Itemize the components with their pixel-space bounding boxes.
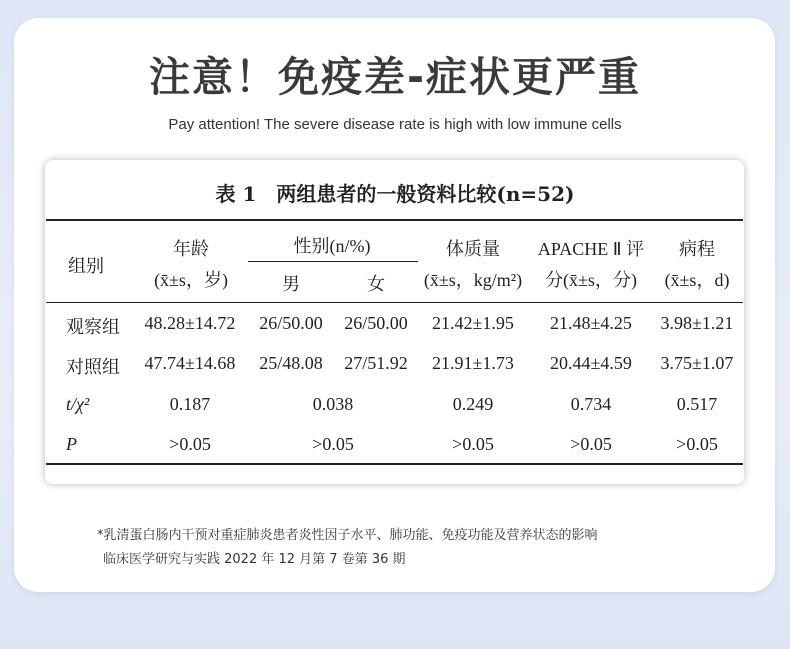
- table-cell: 27/51.92: [344, 353, 408, 373]
- table-cell: 0.187: [169, 394, 211, 414]
- header-age-unit: (x̄±s，岁): [154, 270, 228, 290]
- header-course: 病程: [679, 239, 715, 259]
- header-course-unit: (x̄±s，d): [664, 270, 730, 290]
- table-cell: 21.91±1.73: [432, 353, 514, 373]
- header-weight: 体质量: [446, 239, 500, 259]
- table-cell: >0.05: [312, 434, 354, 454]
- table-cell: 47.74±14.68: [144, 353, 236, 373]
- table-cell: 20.44±4.59: [550, 353, 632, 373]
- header-weight-unit: (x̄±s，kg/m²): [423, 270, 523, 290]
- table-header-rule: [46, 302, 743, 303]
- footnote-source-title: *乳清蛋白肠内干预对重症肺炎患者炎性因子水平、肺功能、免疫功能及营养状态的影响: [97, 528, 598, 543]
- row-label: t/χ²: [66, 394, 90, 414]
- header-age: 年龄: [173, 239, 209, 259]
- table-cell: 0.038: [312, 394, 354, 414]
- table-cell: 21.48±4.25: [550, 313, 632, 333]
- table-cell: 26/50.00: [344, 313, 408, 333]
- row-label: 观察组: [66, 317, 120, 337]
- table-cell: 3.98±1.21: [660, 313, 734, 333]
- table-cell: >0.05: [169, 434, 211, 454]
- header-sex: 性别(n/%): [293, 236, 371, 256]
- table-cell: 21.42±1.95: [432, 313, 514, 333]
- table-cell: >0.05: [452, 434, 494, 454]
- table-top-rule: [46, 219, 743, 221]
- table-cell: >0.05: [570, 434, 612, 454]
- table-cell: 25/48.08: [259, 353, 323, 373]
- table-cell: 0.734: [570, 394, 612, 414]
- table-cell: 3.75±1.07: [660, 353, 734, 373]
- footnote-citation: 临床医学研究与实践 2022 年 12 月第 7 卷第 36 期: [103, 552, 406, 567]
- page-subtitle: Pay attention! The severe disease rate is high with low immune cells: [168, 116, 622, 133]
- table-cell: 26/50.00: [259, 313, 323, 333]
- page-title: 注意！免疫差-症状更严重: [148, 53, 641, 101]
- table-cell: 0.249: [452, 394, 494, 414]
- table-bottom-rule: [46, 463, 743, 465]
- header-male: 男: [282, 274, 300, 294]
- header-group: 组别: [68, 256, 104, 276]
- row-label: P: [66, 434, 77, 454]
- header-apache-unit: 分(x̄±s，分): [545, 270, 637, 290]
- table-cell: 0.517: [676, 394, 718, 414]
- row-label: 对照组: [66, 357, 120, 377]
- table-cell: >0.05: [676, 434, 718, 454]
- table-caption: 表 1 两组患者的一般资料比较(n=52): [215, 182, 575, 206]
- table-cell: 48.28±14.72: [144, 313, 236, 333]
- header-female: 女: [367, 274, 385, 294]
- header-apache: APACHE Ⅱ 评: [537, 239, 645, 259]
- sex-header-rule: [248, 261, 418, 262]
